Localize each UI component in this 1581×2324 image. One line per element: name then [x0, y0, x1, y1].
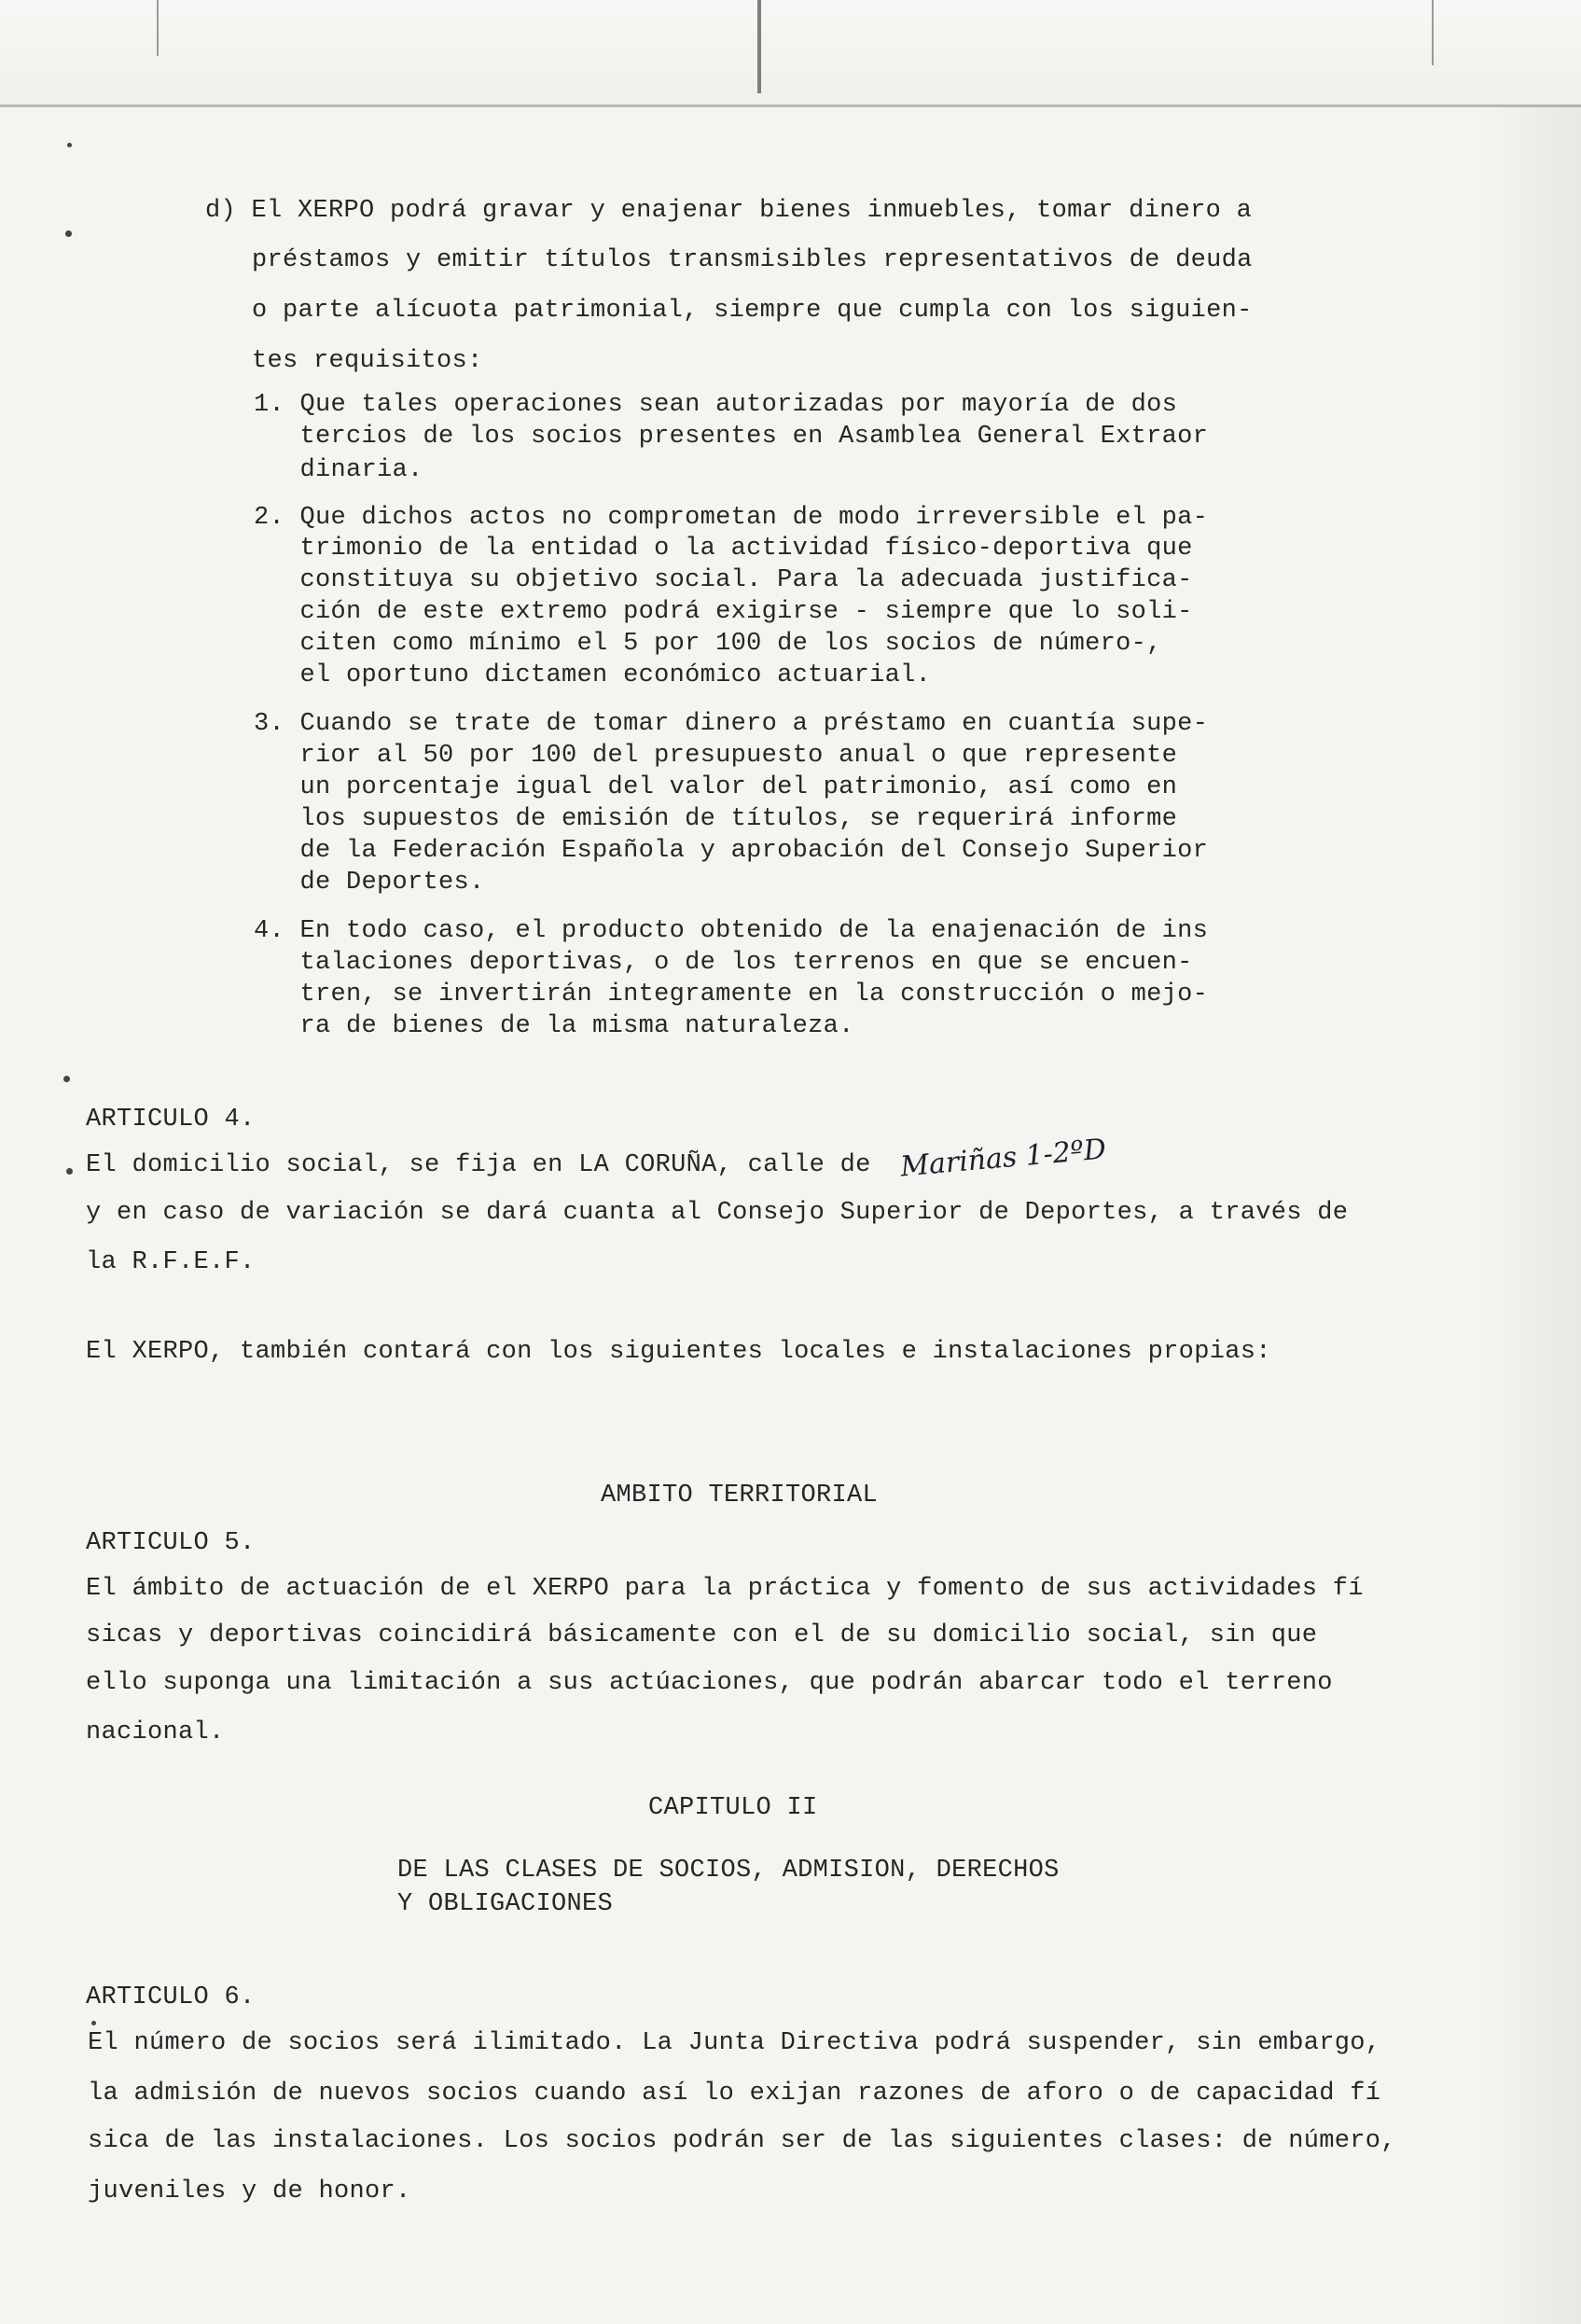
requirement-line: ra de bienes de la misma naturaleza.	[254, 1012, 854, 1040]
requirement-line: constituya su objetivo social. Para la adecuada justifica-	[254, 566, 1193, 594]
articulo-4-line: y en caso de variación se dará cuanta al Consejo Superior de Deportes, a través de	[86, 1199, 1349, 1227]
requirement-line: tren, se invertirán integramente en la construcción o mejo-	[254, 981, 1209, 1009]
section-d-line: d) El XERPO podrá gravar y enajenar bienes inmuebles, tomar dinero a	[205, 197, 1253, 225]
requirement-line: trimonio de la entidad o la actividad físico-deportiva que	[254, 535, 1193, 563]
articulo-4-line: El domicilio social, se fija en LA CORUÑA, calle de	[86, 1151, 871, 1179]
articulo-6-line: sica de las instalaciones. Los socios podrán ser de las siguientes clases: de número,	[88, 2127, 1396, 2155]
requirement-line: citen como mínimo el 5 por 100 de los socios de número-,	[254, 630, 1162, 658]
requirement-line: talaciones deportivas, o de los terrenos en que se encuen-	[254, 949, 1193, 977]
articulo-5-title: ARTICULO 5.	[86, 1529, 256, 1557]
articulo-6-line: la admisión de nuevos socios cuando así lo exijan razones de aforo o de capacidad fí	[88, 2080, 1381, 2108]
requirement-line: dinaria.	[254, 456, 423, 484]
requirement-line: 2. Que dichos actos no comprometan de modo irreversible el pa-	[254, 504, 1209, 532]
articulo-4-line: la R.F.E.F.	[86, 1248, 256, 1276]
locales-line: El XERPO, también contará con los siguientes locales e instalaciones propias:	[86, 1338, 1271, 1366]
ambito-heading: AMBITO TERRITORIAL	[601, 1482, 879, 1510]
requirement-line: 1. Que tales operaciones sean autorizadas por mayoría de dos	[254, 391, 1178, 419]
capitulo-subheading: Y OBLIGACIONES	[397, 1890, 614, 1918]
requirement-line: de Deportes.	[254, 869, 485, 897]
requirement-line: 4. En todo caso, el producto obtenido de la enajenación de ins	[254, 917, 1209, 945]
articulo-6-line: juveniles y de honor.	[88, 2178, 411, 2206]
requirement-line: tercios de los socios presentes en Asamblea General Extraor	[254, 423, 1209, 451]
articulo-5-line: sicas y deportivas coincidirá básicamente con el de su domicilio social, sin que	[86, 1621, 1318, 1649]
requirement-line: un porcentaje igual del valor del patrimonio, así como en	[254, 773, 1178, 801]
section-d-line: préstamos y emitir títulos transmisibles representativos de deuda	[252, 246, 1253, 274]
requirement-line: de la Federación Española y aprobación del Consejo Superior	[254, 837, 1209, 865]
capitulo-heading: CAPITULO II	[648, 1794, 818, 1822]
requirement-line: los supuestos de emisión de títulos, se requerirá informe	[254, 805, 1178, 833]
articulo-6-title: ARTICULO 6.	[86, 1983, 256, 2011]
handwritten-address: Mariñas 1-2ºD	[898, 1133, 1108, 1184]
section-d-line: tes requisitos:	[252, 347, 483, 375]
articulo-5-line: ello suponga una limitación a sus actúaciones, que podrán abarcar todo el terreno	[86, 1669, 1333, 1697]
articulo-5-line: nacional.	[86, 1719, 225, 1746]
articulo-6-line: El número de socios será ilimitado. La Junta Directiva podrá suspender, sin embargo,	[88, 2029, 1381, 2057]
capitulo-subheading: DE LAS CLASES DE SOCIOS, ADMISION, DERECHOS	[397, 1857, 1060, 1885]
requirement-line: rior al 50 por 100 del presupuesto anual o que represente	[254, 742, 1178, 770]
requirement-line: el oportuno dictamen económico actuarial.	[254, 661, 932, 689]
articulo-4-title: ARTICULO 4.	[86, 1106, 256, 1134]
articulo-5-line: El ámbito de actuación de el XERPO para la práctica y fomento de sus actividades fí	[86, 1575, 1364, 1603]
section-d-line: o parte alícuota patrimonial, siempre que cumpla con los siguien-	[252, 297, 1253, 325]
requirement-line: ción de este extremo podrá exigirse - siempre que lo soli-	[254, 598, 1193, 626]
requirement-line: 3. Cuando se trate de tomar dinero a préstamo en cuantía supe-	[254, 710, 1209, 738]
